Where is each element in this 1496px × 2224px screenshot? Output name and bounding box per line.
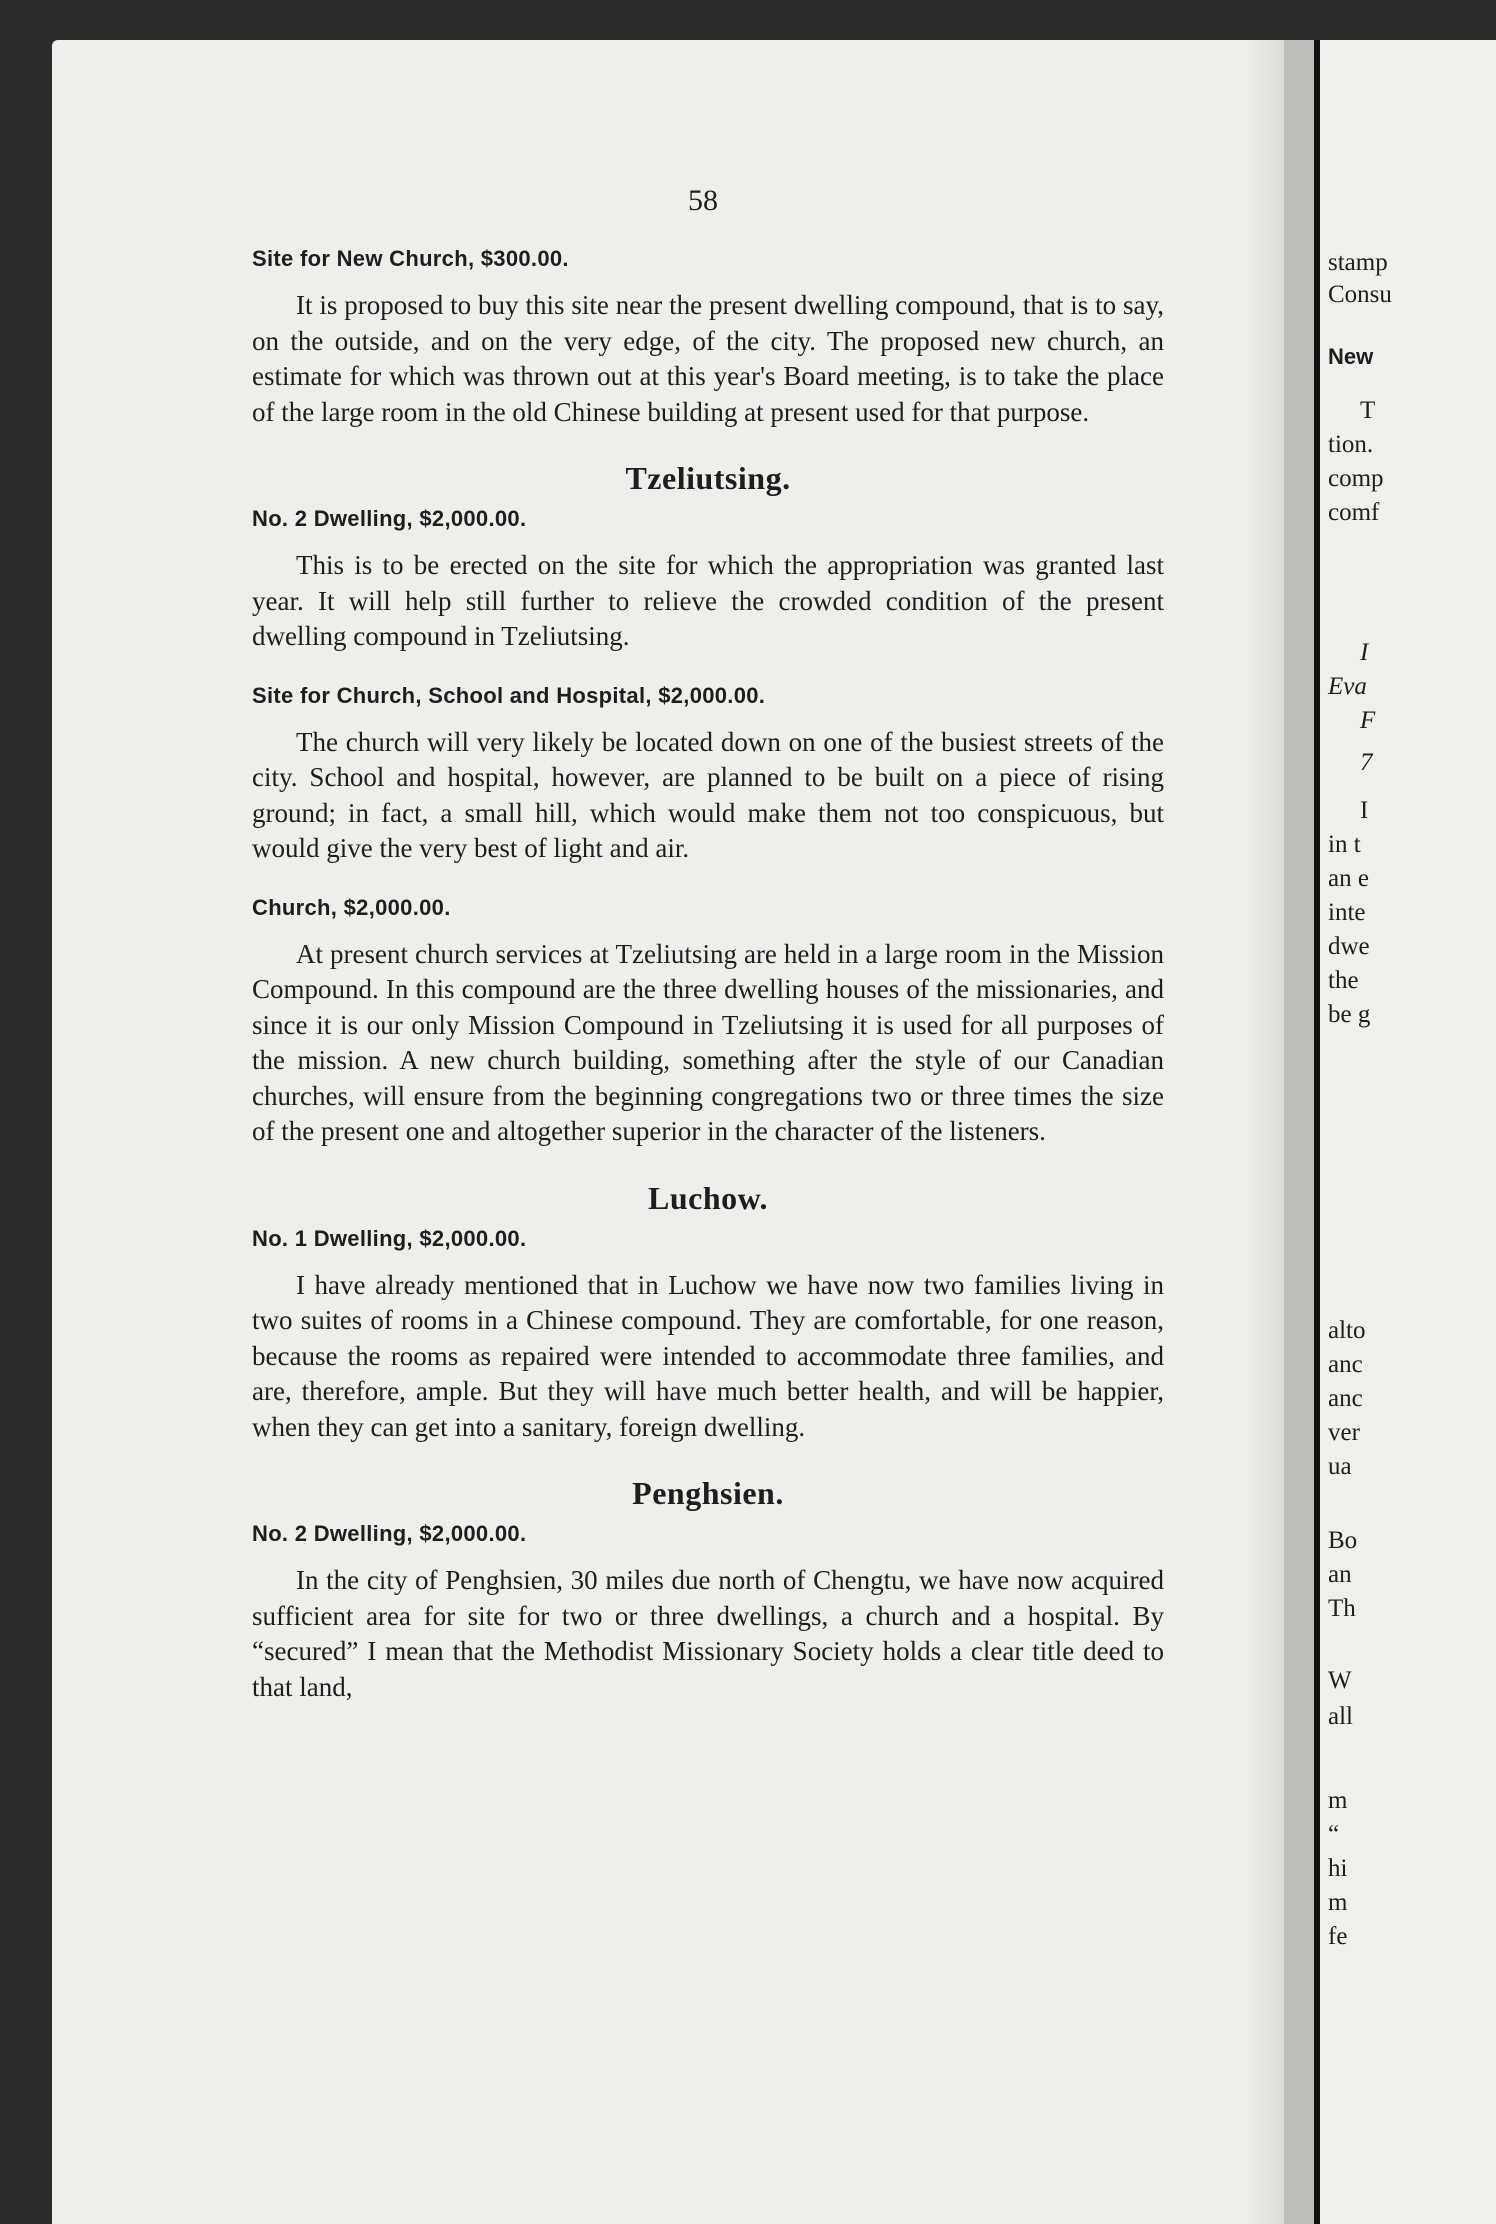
page-body <box>252 244 1164 1731</box>
page-number: 58 <box>688 184 718 217</box>
tzeliutsing-title: Tzeliutsing. <box>625 460 791 496</box>
right-fragment: I <box>1360 797 1369 824</box>
right-fragment: ua <box>1328 1453 1352 1480</box>
right-fragment: alto <box>1328 1317 1366 1344</box>
right-fragment: Th <box>1328 1595 1356 1622</box>
right-fragment: Consu <box>1328 281 1392 308</box>
right-fragment: dwe <box>1328 933 1370 960</box>
right-fragment: m <box>1328 1889 1348 1916</box>
luchow-dwelling-heading: No. 1 Dwelling, $2,000.00. <box>252 1225 527 1251</box>
right-fragment: tion. <box>1328 431 1374 458</box>
right-fragment: all <box>1328 1703 1353 1730</box>
right-fragment: m <box>1328 1787 1348 1814</box>
right-fragment: hi <box>1328 1855 1348 1882</box>
luchow-title: Luchow. <box>648 1179 768 1216</box>
right-fragment: Bo <box>1328 1527 1358 1554</box>
right-fragment: New <box>1328 344 1374 369</box>
penghsien-dwelling-text: In the city of Penghsien, 30 miles due north of Chengtu, we have now acquired sufficient area for site for two or three dwellings, a church and a hospital. By “secured” I mean that the Methodist Missionary Society holds a clear title deed to that land, <box>252 1565 1164 1702</box>
right-fragment: an <box>1328 1561 1352 1588</box>
tzeliutsing-church-text: At present church services at Tzeliutsing are held in a large room in the Mission Compound. In this compound are the three dwelling houses of the missionaries, and since it is our only Mission Compound in Tzeliutsing it is used for all purposes of the mission. A new church building, something after the style of our Canadian churches, will ensure from the beginning congregations two or three times the size of the present one and altogether superior in the character of the listeners. <box>252 938 1164 1146</box>
site-new-church-text: It is proposed to buy this site near the present dwelling compound, that is to say, on the outside, and on the very edge, of the city. The proposed new church, an estimate for which was thrown out at this year's Board meeting, is to take the place of the large room in the old Chinese building at present used for that purpose. <box>252 290 1164 427</box>
right-fragment: I <box>1360 639 1369 666</box>
tzeliutsing-site-heading: Site for Church, School and Hospital, $2,000.00. <box>252 682 766 708</box>
right-fragment: T <box>1360 397 1376 424</box>
right-fragment: inte <box>1328 899 1366 926</box>
right-fragment: anc <box>1328 1351 1363 1378</box>
right-fragment: fe <box>1328 1923 1348 1950</box>
right-fragment: 7 <box>1360 749 1373 776</box>
site-new-church-heading: Site for New Church, $300.00. <box>252 246 569 271</box>
right-fragment: in t <box>1328 831 1361 858</box>
right-fragment: an e <box>1328 865 1369 892</box>
tzeliutsing-dwelling-heading: No. 2 Dwelling, $2,000.00. <box>252 506 527 531</box>
right-fragment: Eva <box>1328 673 1367 700</box>
right-fragment: the <box>1328 967 1359 994</box>
right-fragment: anc <box>1328 1385 1363 1412</box>
tzeliutsing-dwelling-text: This is to be erected on the site for which the appropriation was granted last year. It will help still further to relieve the crowded condition of the present dwelling compound in Tzeliutsing. <box>252 550 1164 651</box>
right-fragment: comf <box>1328 499 1380 526</box>
right-fragment: “ <box>1328 1821 1340 1848</box>
penghsien-title: Penghsien. <box>632 1475 784 1511</box>
right-fragment: F <box>1360 707 1376 734</box>
right-fragment: W <box>1328 1667 1352 1694</box>
luchow-dwelling-text: I have already mentioned that in Luchow we have now two families living in two suites of rooms in a Chinese compound. They are comfortable, for one reason, because the rooms as repaired were intended to accommodate three families, and are, therefore, ample. But they will have much better health, and will be happier, when they can get into a sanitary, foreign dwelling. <box>252 1269 1164 1442</box>
right-fragment: be g <box>1328 1001 1371 1028</box>
penghsien-dwelling-heading: No. 2 Dwelling, $2,000.00. <box>252 1521 527 1546</box>
tzeliutsing-site-text: The church will very likely be located down on one of the busiest streets of the city. School and hospital, however, are planned to be built on a piece of rising ground; in fact, a small hill, which would make them not too conspicuous, but would give the very best of light and air. <box>252 726 1164 863</box>
right-fragment: comp <box>1328 465 1384 492</box>
right-page-edge <box>1314 40 1496 2224</box>
right-fragment: stamp <box>1328 249 1388 276</box>
book-gutter <box>1284 40 1314 2224</box>
tzeliutsing-church-heading: Church, $2,000.00. <box>252 894 451 920</box>
right-fragment: ver <box>1328 1419 1360 1446</box>
